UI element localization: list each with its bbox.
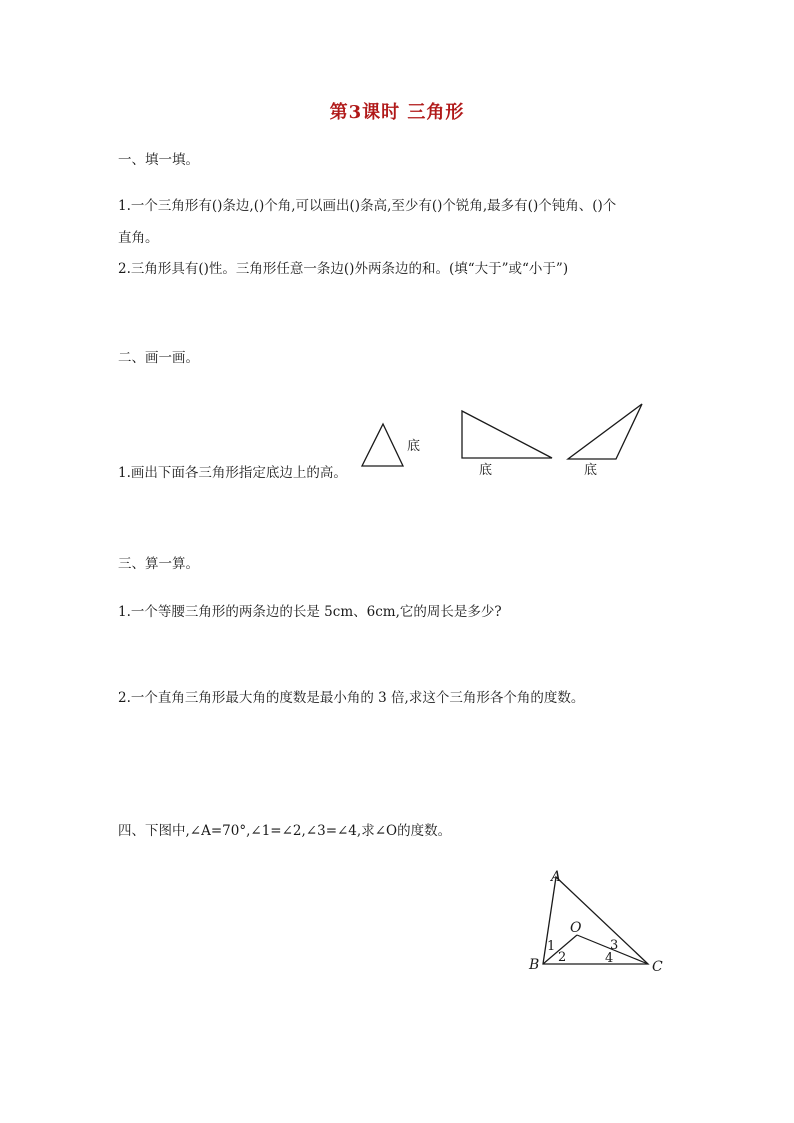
vertex-c-label: C (652, 959, 663, 975)
triangle-3-base-label: 底 (584, 463, 598, 478)
angle-4-label: 4 (605, 951, 614, 966)
triangle-1-base-label: 底 (407, 439, 421, 454)
vertex-b-label: B (529, 957, 540, 973)
triangle-2-shape (462, 411, 552, 458)
triangle-3-shape (568, 404, 642, 459)
section-1-question-1-line-2: 直角。 (118, 230, 159, 246)
section-1-heading: 一、填一填。 (118, 152, 199, 168)
section-3-question-2: 2.一个直角三角形最大角的度数是最小角的 3 倍,求这个三角形各个角的度数。 (118, 690, 585, 706)
triangle-2-base-label: 底 (479, 463, 493, 478)
section-3-question-1: 1.一个等腰三角形的两条边的长是 5cm、6cm,它的周长是多少? (118, 604, 502, 620)
triangle-figure-2 (455, 405, 560, 480)
section-1-question-2: 2.三角形具有()性。三角形任意一条边()外两条边的和。(填“大于”或“小于”) (118, 261, 569, 277)
section-3-heading: 三、算一算。 (118, 556, 199, 572)
section-1-question-1-line-1: 1.一个三角形有()条边,()个角,可以画出()条高,至少有()个锐角,最多有()个钝角、()个 (118, 198, 617, 214)
angle-2-label: 2 (558, 950, 567, 965)
section-2-heading: 二、画一画。 (118, 350, 199, 366)
triangle-figure-1 (355, 418, 425, 470)
section-2-question-1: 1.画出下面各三角形指定底边上的高。 (118, 465, 347, 481)
angle-1-label: 1 (547, 939, 556, 954)
triangle-1-shape (362, 424, 403, 466)
page-title: 第3课时 三角形 (329, 102, 465, 123)
angle-figure (525, 864, 675, 976)
angle-3-label: 3 (610, 938, 619, 953)
vertex-a-label: A (551, 869, 562, 885)
point-o-label: O (570, 920, 582, 936)
triangle-figure-3 (562, 398, 652, 480)
section-4-heading: 四、下图中,∠A=70°,∠1=∠2,∠3=∠4,求∠O的度数。 (118, 823, 452, 839)
